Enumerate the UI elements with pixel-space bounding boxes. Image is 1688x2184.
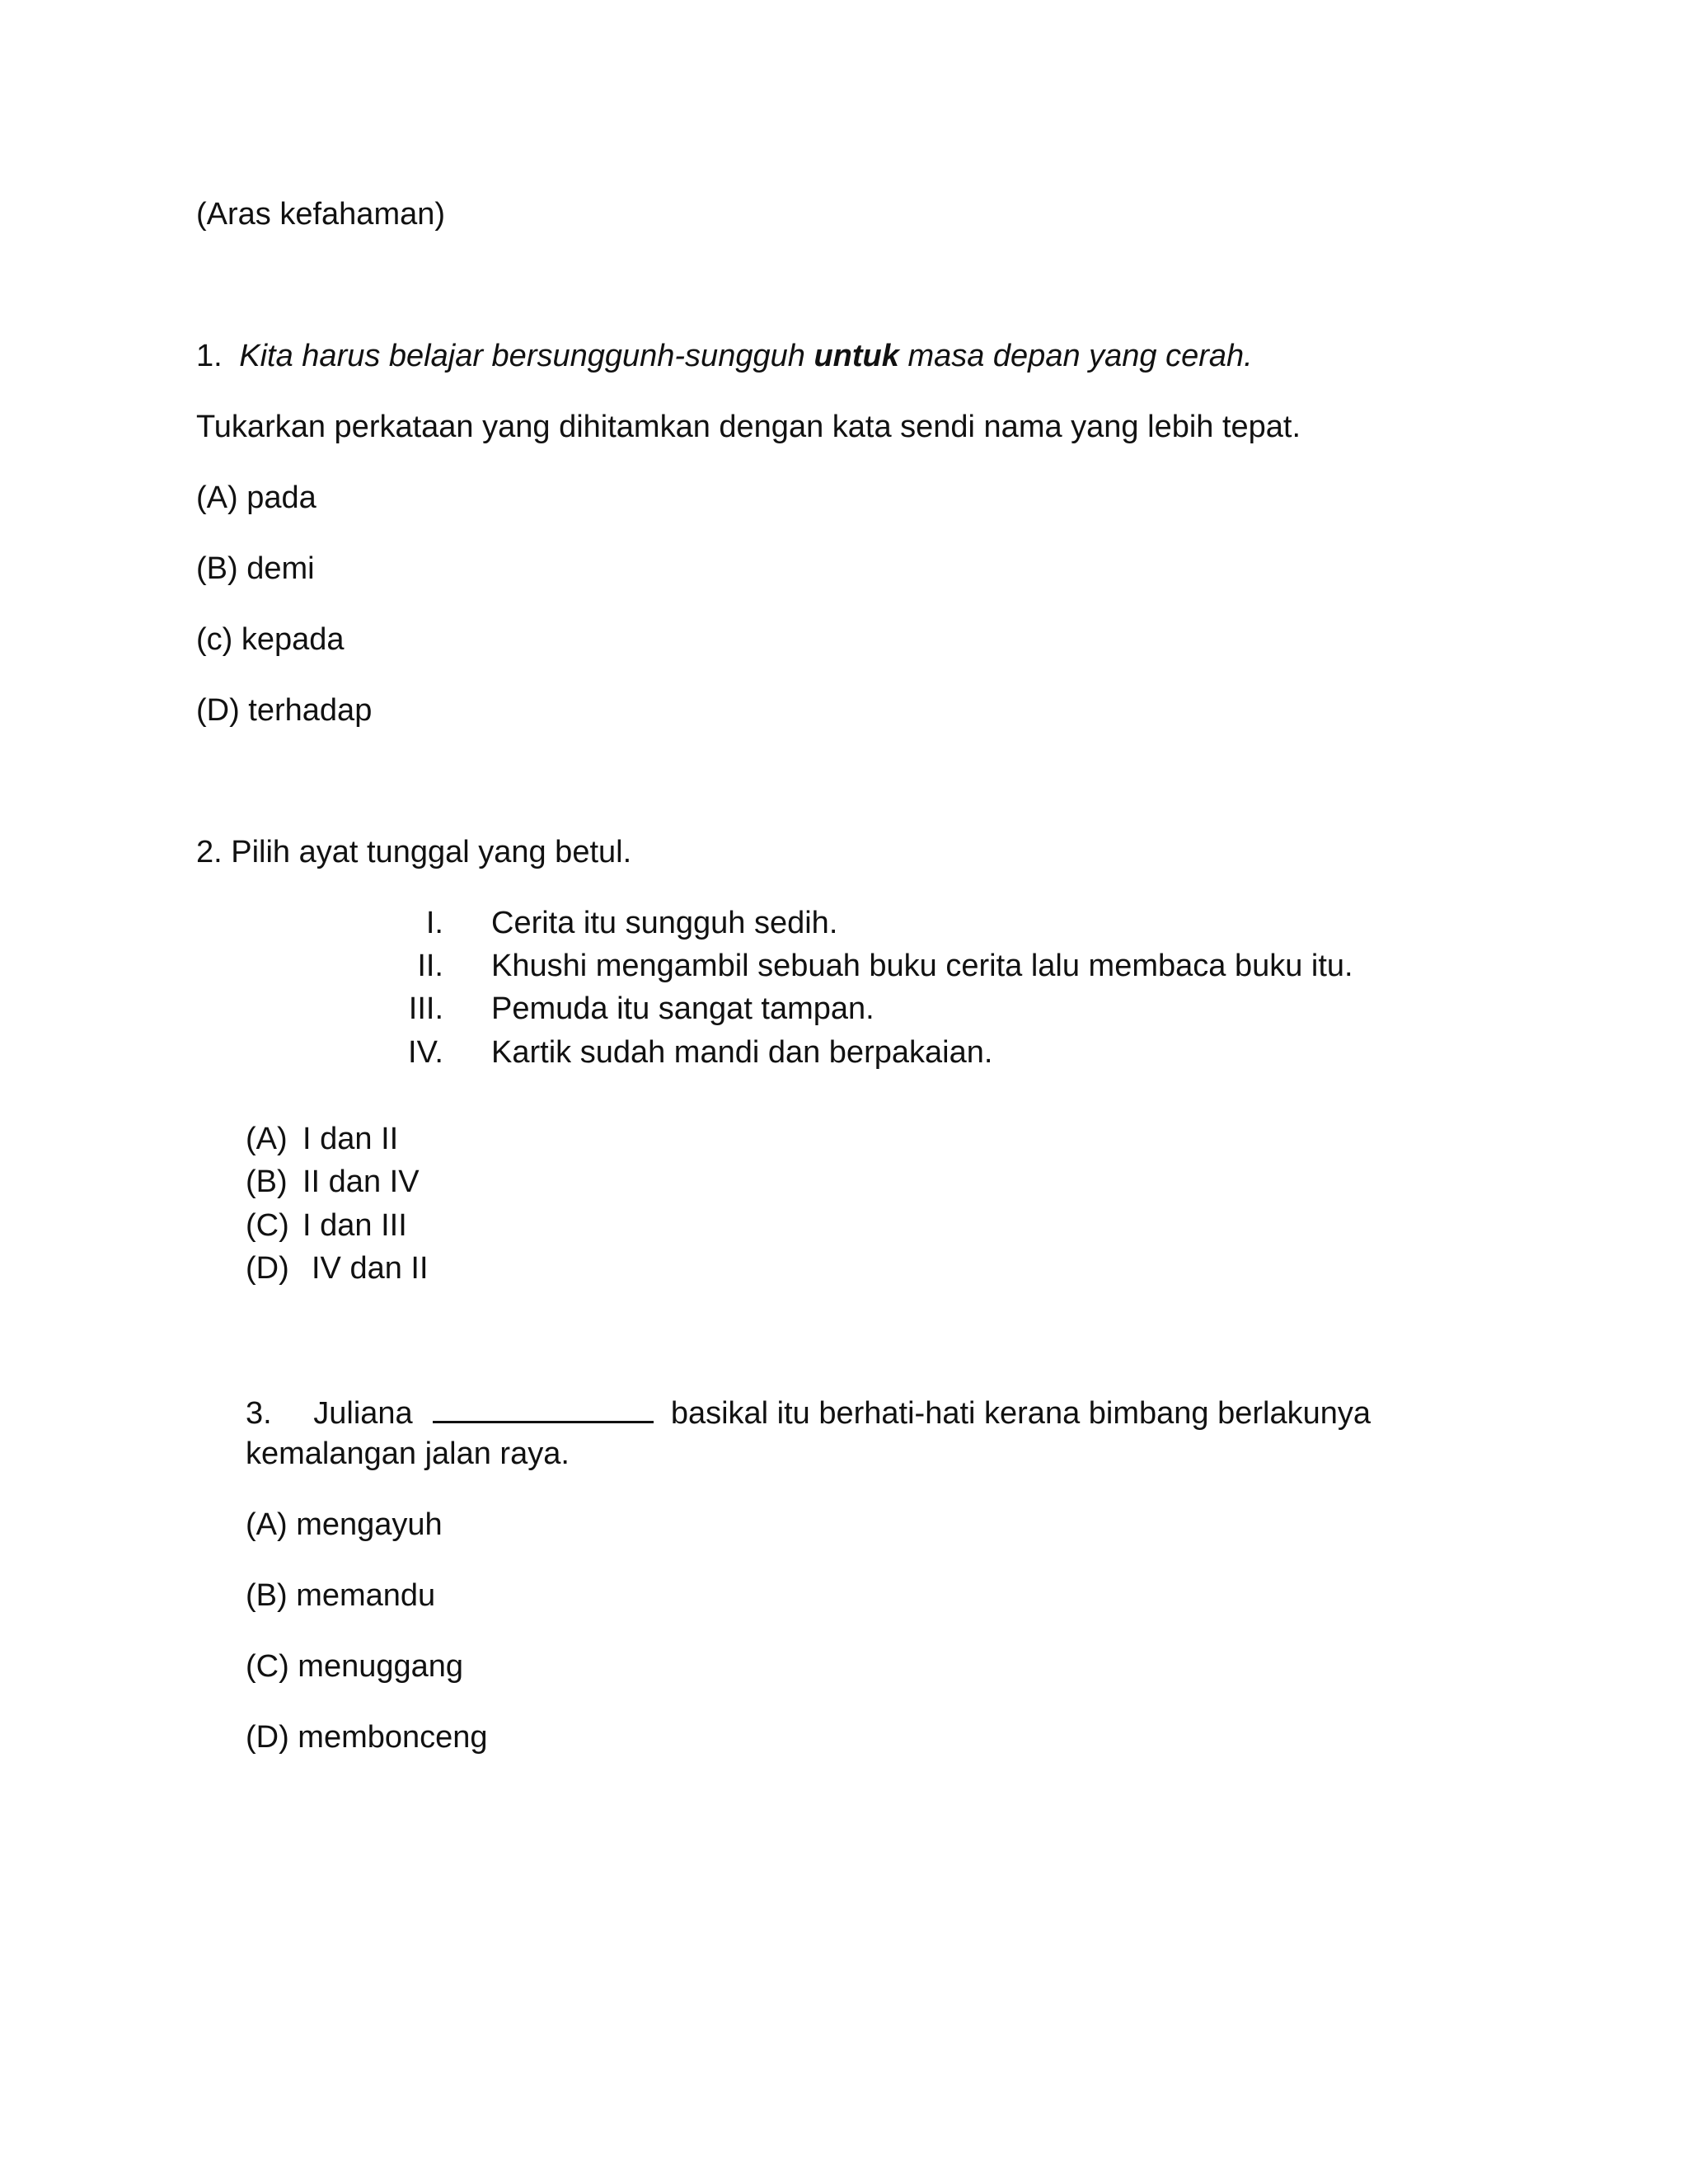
- statement-numeral: I.: [425, 906, 443, 940]
- question-1-option-a: (A) pada: [196, 480, 316, 515]
- question-3-text: basikal itu berhati-hati kerana bimbang berlakunya: [670, 1396, 1371, 1431]
- question-3-line-2: kemalangan jalan raya.: [246, 1436, 570, 1471]
- question-3-option-a: (A) mengayuh: [246, 1507, 443, 1542]
- statement-numeral: IV.: [408, 1035, 443, 1070]
- question-1-text-part2: masa depan yang cerah.: [907, 339, 1253, 373]
- option-text: II dan IV: [302, 1165, 420, 1199]
- question-3-option-c: (C) menuggang: [246, 1649, 464, 1684]
- question-3-option-d: (D) membonceng: [246, 1720, 488, 1755]
- question-1-bold-word: untuk: [814, 339, 899, 373]
- option-text: I dan III: [302, 1208, 407, 1243]
- option-letter: (A): [246, 1122, 288, 1156]
- question-1-sentence: [196, 338, 1253, 376]
- statement-numeral: III.: [408, 991, 443, 1026]
- statement-text: Cerita itu sungguh sedih.: [491, 906, 838, 940]
- question-1-option-d: (D) terhadap: [196, 693, 373, 728]
- question-3-option-b: (B) memandu: [246, 1578, 436, 1613]
- statement-text: Kartik sudah mandi dan berpakaian.: [491, 1035, 993, 1070]
- statement-text: Pemuda itu sangat tampan.: [491, 991, 874, 1026]
- option-text: I dan II: [302, 1122, 399, 1156]
- level-label: (Aras kefahaman): [196, 197, 446, 232]
- question-1-number: 1.: [196, 339, 223, 373]
- question-3-subject: Juliana: [313, 1396, 413, 1431]
- question-3-number: 3.: [246, 1396, 272, 1431]
- option-letter: (C): [246, 1208, 289, 1243]
- option-text: IV dan II: [312, 1251, 429, 1286]
- option-letter: (D): [246, 1251, 289, 1286]
- question-1-option-b: (B) demi: [196, 551, 315, 586]
- question-2-prompt: 2. Pilih ayat tunggal yang betul.: [196, 835, 632, 869]
- question-3-line-1: [246, 1393, 1371, 1433]
- statement-text: Khushi mengambil sebuah buku cerita lalu membaca buku itu.: [491, 949, 1353, 983]
- option-letter: (B): [246, 1165, 288, 1199]
- question-1-text-part1: Kita harus belajar bersunggunh-sungguh: [239, 339, 805, 373]
- question-1-option-c: (c) kepada: [196, 622, 345, 657]
- answer-blank: [433, 1393, 654, 1423]
- question-1-instruction: Tukarkan perkataan yang dihitamkan dengan kata sendi nama yang lebih tepat.: [196, 410, 1301, 444]
- statement-numeral: II.: [417, 949, 443, 983]
